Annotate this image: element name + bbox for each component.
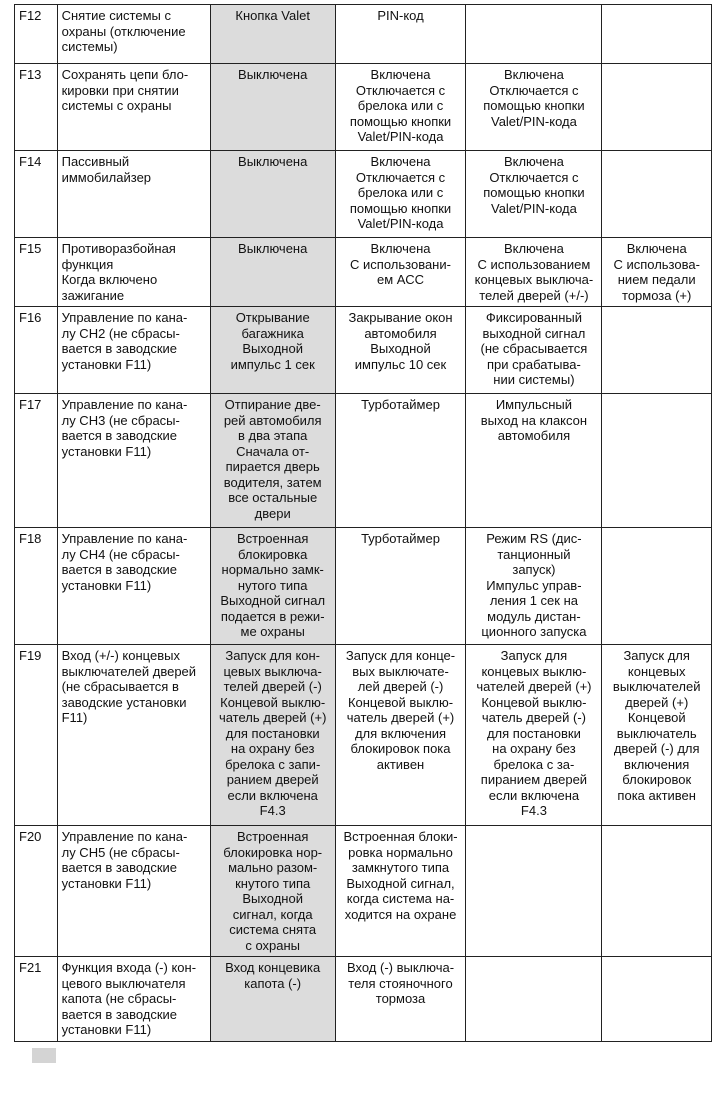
option-4: Включена С использова- нием педали тормоза (+) — [602, 238, 712, 307]
table-row-f20 — [15, 826, 712, 957]
function-code: F18 — [15, 528, 58, 645]
option-1-default: Вход концевика капота (-) — [210, 957, 335, 1042]
option-3 — [466, 957, 602, 1042]
option-4 — [602, 64, 712, 151]
table-row-f18 — [15, 528, 712, 645]
function-description: Снятие системы с охраны (отключение системы) — [57, 5, 210, 64]
function-description: Управление по кана- лу CH5 (не сбрасы- вается в заводские установки F11) — [57, 826, 210, 957]
function-code: F16 — [15, 307, 58, 394]
table-row-f16 — [15, 307, 712, 394]
option-3: Включена С использованием концевых выключа- телей дверей (+/-) — [466, 238, 602, 307]
table-row-f13 — [15, 64, 712, 151]
option-4 — [602, 394, 712, 528]
table-row-f14 — [15, 151, 712, 238]
option-2: Включена С использовани- ем АСС — [335, 238, 466, 307]
option-3: Включена Отключается с помощью кнопки Valet/PIN-кода — [466, 64, 602, 151]
option-3: Импульсный выход на клаксон автомобиля — [466, 394, 602, 528]
table-row-f19 — [15, 645, 712, 826]
table-row-f21 — [15, 957, 712, 1042]
option-2: Вход (-) выключа- теля стояночного тормоза — [335, 957, 466, 1042]
option-4 — [602, 528, 712, 645]
function-description: Управление по кана- лу CH4 (не сбрасы- вается в заводские установки F11) — [57, 528, 210, 645]
option-3: Режим RS (дис- танционный запуск) Импульс управ- ления 1 сек на модуль дистан- ционного запуска — [466, 528, 602, 645]
option-2: Закрывание окон автомобиля Выходной импульс 10 сек — [335, 307, 466, 394]
table-row-f12 — [15, 5, 712, 64]
function-description: Пассивный иммобилайзер — [57, 151, 210, 238]
option-3 — [466, 5, 602, 64]
option-3: Включена Отключается с помощью кнопки Valet/PIN-кода — [466, 151, 602, 238]
table-row-f17 — [15, 394, 712, 528]
option-2: Включена Отключается с брелока или с помощью кнопки Valet/PIN-кода — [335, 151, 466, 238]
option-1-default: Встроенная блокировка нор- мально разом- кнутого типа Выходной сигнал, когда система снята с охраны — [210, 826, 335, 957]
option-2: Включена Отключается с брелока или с помощью кнопки Valet/PIN-кода — [335, 64, 466, 151]
function-description: Сохранять цепи бло- кировки при снятии системы с охраны — [57, 64, 210, 151]
option-4: Запуск для концевых выключателей дверей (+) Концевой выключатель дверей (-) для включения блокировок пока активен — [602, 645, 712, 826]
function-code: F19 — [15, 645, 58, 826]
function-code: F15 — [15, 238, 58, 307]
option-3: Запуск для концевых выклю- чателей дверей (+) Концевой выклю- чатель дверей (-) для постановки на охрану без брелока с за- пиранием дверей если включена F4.3 — [466, 645, 602, 826]
option-2: Встроенная блоки- ровка нормально замкнутого типа Выходной сигнал, когда система на- ходится на охране — [335, 826, 466, 957]
option-2: Запуск для конце- вых выключате- лей дверей (-) Концевой выклю- чатель дверей (+) для включения блокировок пока активен — [335, 645, 466, 826]
function-code: F20 — [15, 826, 58, 957]
option-1-default: Встроенная блокировка нормально замк- нутого типа Выходной сигнал подается в режи- ме охраны — [210, 528, 335, 645]
option-2: Турботаймер — [335, 394, 466, 528]
page-marker — [32, 1048, 56, 1063]
option-4 — [602, 151, 712, 238]
option-1-default: Открывание багажника Выходной импульс 1 сек — [210, 307, 335, 394]
option-2: PIN-код — [335, 5, 466, 64]
function-code: F21 — [15, 957, 58, 1042]
function-code: F13 — [15, 64, 58, 151]
option-3 — [466, 826, 602, 957]
function-code: F17 — [15, 394, 58, 528]
function-code: F12 — [15, 5, 58, 64]
option-4 — [602, 826, 712, 957]
option-2: Турботаймер — [335, 528, 466, 645]
option-4 — [602, 5, 712, 64]
function-description: Функция входа (-) кон- цевого выключателя капота (не сбрасы- вается в заводские установки F11) — [57, 957, 210, 1042]
function-code: F14 — [15, 151, 58, 238]
option-4 — [602, 957, 712, 1042]
option-1-default: Запуск для кон- цевых выключа- телей дверей (-) Концевой выклю- чатель дверей (+) для постановки на охрану без брелока с запи- ранием дверей если включена F4.3 — [210, 645, 335, 826]
option-3: Фиксированный выходной сигнал (не сбрасывается при срабатыва- нии системы) — [466, 307, 602, 394]
option-1-default: Выключена — [210, 238, 335, 307]
function-description: Противоразбойная функция Когда включено зажигание — [57, 238, 210, 307]
option-1-default: Выключена — [210, 64, 335, 151]
option-4 — [602, 307, 712, 394]
function-table — [14, 4, 712, 1042]
function-description: Вход (+/-) концевых выключателей дверей (не сбрасывается в заводские установки F11) — [57, 645, 210, 826]
function-description: Управление по кана- лу CH3 (не сбрасы- вается в заводские установки F11) — [57, 394, 210, 528]
option-1-default: Отпирание две- рей автомобиля в два этапа Сначала от- пирается дверь водителя, затем все остальные двери — [210, 394, 335, 528]
table-row-f15 — [15, 238, 712, 307]
option-1-default: Выключена — [210, 151, 335, 238]
function-description: Управление по кана- лу CH2 (не сбрасы- вается в заводские установки F11) — [57, 307, 210, 394]
option-1-default: Кнопка Valet — [210, 5, 335, 64]
